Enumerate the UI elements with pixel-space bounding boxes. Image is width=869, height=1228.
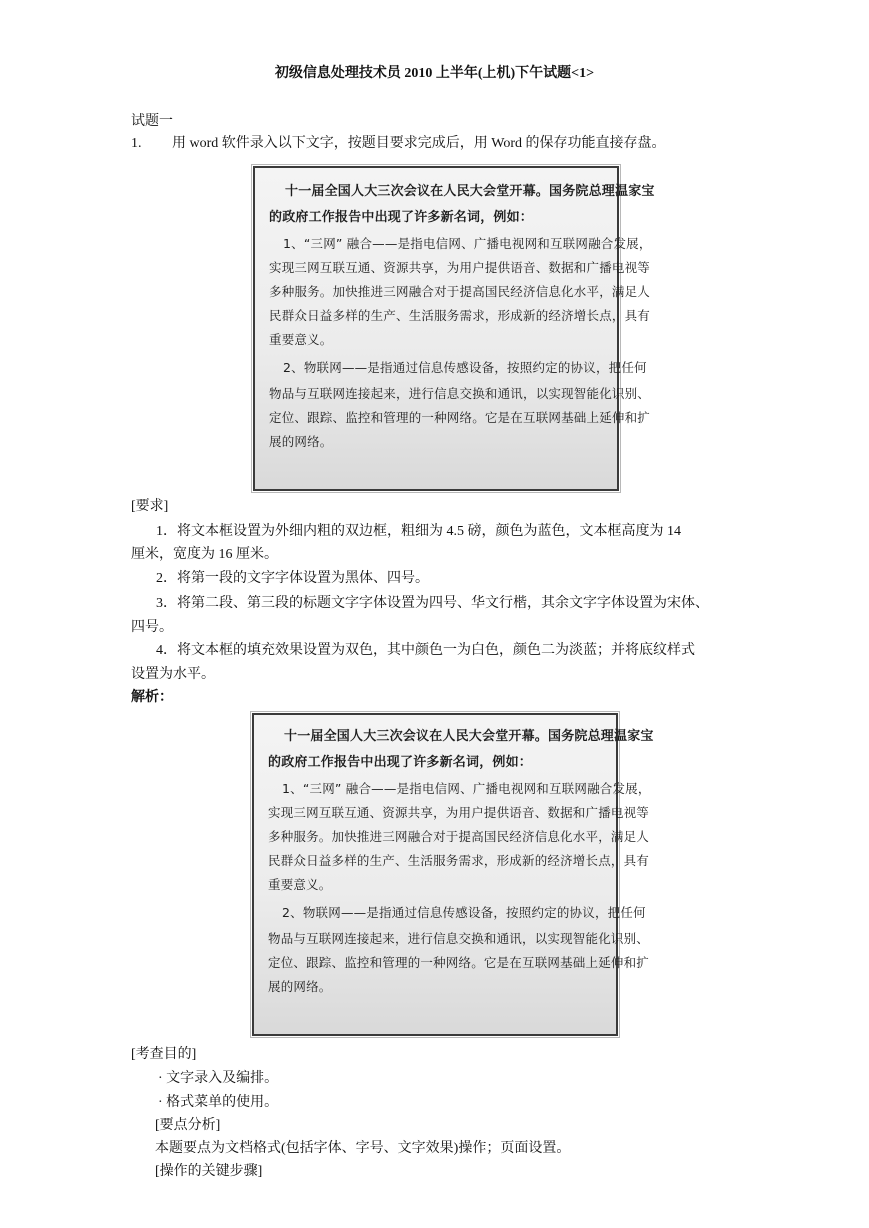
sample-line: 实现三网互联互通、资源共享，为用户提供语音、数据和广播电视等: [268, 805, 650, 820]
sample-line: 展的网络。: [269, 434, 333, 449]
purpose-item-1: · 文字录入及编排。: [158, 1071, 279, 1086]
sample-line: 重要意义。: [269, 332, 333, 347]
sample-line: 2、物联网——是指通过信息传感设备，按照约定的协议，把任何: [283, 360, 647, 375]
purpose-heading: [考查目的]: [131, 1047, 197, 1062]
key-points-text: 本题要点为文档格式(包括字体、字号、文字效果)操作；页面设置。: [155, 1141, 571, 1156]
sample-line: 实现三网互联互通、资源共享，为用户提供语音、数据和广播电视等: [269, 260, 651, 275]
requirement-3: 3．将第二段、第三段的标题文字字体设置为四号、华文行楷，其余文字字体设置为宋体、: [156, 596, 709, 611]
steps-heading: [操作的关键步骤]: [155, 1164, 263, 1179]
sample-text-image: [253, 166, 655, 491]
requirement-4-cont: 设置为水平。: [131, 667, 215, 682]
sample-line: 重要意义。: [268, 877, 332, 892]
sample-line: 多种服务。加快推进三网融合对于提高国民经济信息化水平，满足人: [268, 829, 650, 844]
section-heading: 试题一: [131, 114, 173, 129]
sample-line: 1、“三网” 融合——是指电信网、广播电视网和互联网融合发展，: [282, 781, 651, 796]
sample-text-lines: [255, 168, 655, 489]
sample-line: 1、“三网” 融合——是指电信网、广播电视网和互联网融合发展，: [283, 236, 652, 251]
sample-line: 的政府工作报告中出现了许多新名词，例如：: [269, 210, 534, 225]
sample-line: 多种服务。加快推进三网融合对于提高国民经济信息化水平，满足人: [269, 284, 651, 299]
sample-line: 物品与互联网连接起来，进行信息交换和通讯，以实现智能化识别、: [268, 931, 650, 946]
requirements-heading: [要求]: [131, 499, 169, 514]
requirement-2: 2．将第一段的文字字体设置为黑体、四号。: [156, 571, 429, 586]
sample-line: 的政府工作报告中出现了许多新名词，例如：: [268, 755, 533, 770]
question-number: 1.: [131, 136, 142, 151]
sample-line: 定位、跟踪、监控和管理的一种网络。它是在互联网基础上延伸和扩: [269, 410, 651, 425]
sample-line: 展的网络。: [268, 979, 332, 994]
sample-line: 十一届全国人大三次会议在人民大会堂开幕。国务院总理温家宝: [285, 184, 655, 199]
analysis-heading: 解析：: [131, 690, 173, 705]
requirement-1: 1．将文本框设置为外细内粗的双边框，粗细为 4.5 磅，颜色为蓝色，文本框高度为 14: [156, 524, 681, 539]
purpose-item-2: · 格式菜单的使用。: [158, 1095, 279, 1110]
sample-line: 民群众日益多样的生产、生活服务需求，形成新的经济增长点，具有: [269, 308, 651, 323]
requirement-4: 4．将文本框的填充效果设置为双色，其中颜色一为白色，颜色二为淡蓝；并将底纹样式: [156, 643, 695, 658]
requirement-3-cont: 四号。: [131, 620, 173, 635]
document-title: 初级信息处理技术员 2010 上半年(上机)下午试题<1>: [274, 66, 595, 81]
sample-line: 2、物联网——是指通过信息传感设备，按照约定的协议，把任何: [282, 905, 646, 920]
question-text: 用 word 软件录入以下文字，按题目要求完成后，用 Word 的保存功能直接存盘。: [172, 136, 666, 151]
sample-line: 物品与互联网连接起来，进行信息交换和通讯，以实现智能化识别、: [269, 386, 651, 401]
sample-line: 定位、跟踪、监控和管理的一种网络。它是在互联网基础上延伸和扩: [268, 955, 650, 970]
sample-text-lines-2: [254, 715, 654, 1034]
sample-text-image-2: [252, 713, 654, 1036]
key-points-heading: [要点分析]: [155, 1118, 221, 1133]
requirement-1-cont: 厘米，宽度为 16 厘米。: [131, 547, 278, 562]
sample-line: 民群众日益多样的生产、生活服务需求，形成新的经济增长点，具有: [268, 853, 650, 868]
sample-line: 十一届全国人大三次会议在人民大会堂开幕。国务院总理温家宝: [284, 729, 654, 744]
